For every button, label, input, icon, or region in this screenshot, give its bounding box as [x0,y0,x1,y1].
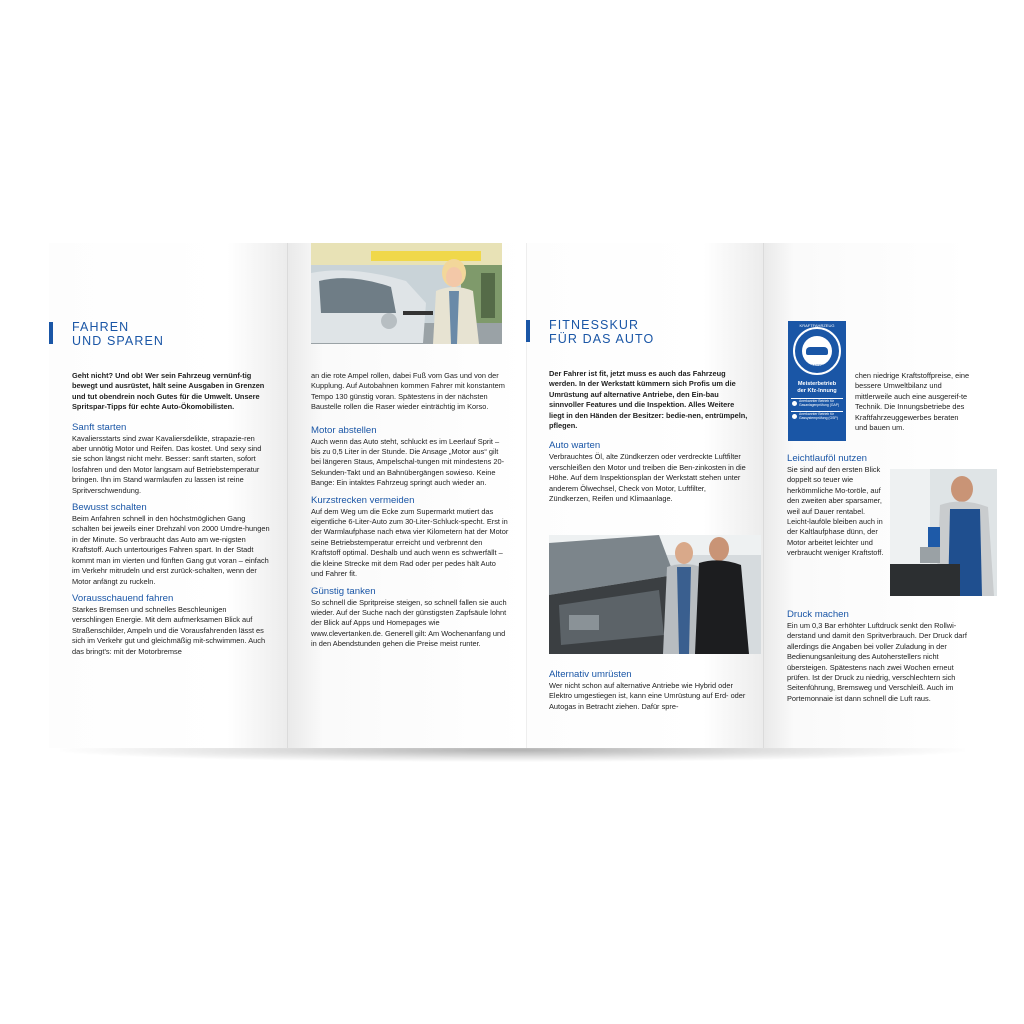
refueling-image [311,243,502,344]
heading-accent-bar [49,322,53,344]
section-title-fahren [72,320,164,348]
section-druck-machen [787,609,972,704]
badge-line: der Kfz-Innung [797,388,837,394]
section-sanft-starten [72,422,270,496]
panel2-body [311,371,509,656]
photo-workshop [549,535,761,654]
section-heading: Leichtlauföl nutzen [787,453,868,464]
photo-mechanic-oil [890,469,997,596]
continuation-text: an die rote Ampel rollen, dabei Fuß vom Gas und von der Kupplung. Auf Autobahnen kommen Fahrer mit konstantem Tempo 130 günstig voran. Spätestens in der nächsten Baustelle rollen die Raser wieder einträchtig im Korso. [311,371,505,412]
section-heading: Günstig tanken [311,585,376,597]
title-line: FITNESSKUR [549,318,640,332]
panel4-continuation [855,371,971,433]
section-text: Auf dem Weg um die Ecke zum Supermarkt mutiert das eigentliche 6-Liter-Auto zum 30-Liter-Schluck-specht. Erst in der Warmlaufphase nach etwa vier Kilometern hat der Motor seine Betriebstemperatur erreicht und verbrennt den Kraftstoff optimal. Deshalb und auch wenn es schwerfällt – die kleine Strecke mit dem Rad oder per pedes hält Auto und Fahrer fit. [311,506,509,579]
title-line: FÜR DAS AUTO [549,332,655,346]
seal-text-bottom: GEWERBE [806,363,828,368]
workshop-image [549,535,761,654]
section-text: Auch wenn das Auto steht, schluckt es im Leerlauf Sprit – bis zu 0,5 Liter in der Stunde. Die Ansage „Motor aus“ gilt bei längeren Staus, Ampelschal-tungen mit mindestens 20-Sekunden-Takt und an Bahnübergängen sowieso. Keine Bange: Ein intaktes Fahrzeug springt auch wieder an. [311,436,505,488]
section-alternativ-umruesten [549,669,754,712]
section-text: Ein um 0,3 Bar erhöhter Luftdruck senkt den Rollwi-derstand und damit den Spritverbrauch. Der Druck darf allerdings die Angaben bei voller Zuladung in der Bedienungsanleitung des Autoherstellers nicht übersteigen. Spätestens nach zwei Wochen erneut prüfen. Ist der Druck zu niedrig, verschlechtern sich Seitenführung, Bremsweg und Verschleiß. Auch im Portemonnaie ist dann schnell die Luft raus. [787,621,967,703]
section-heading: Auto warten [549,440,601,452]
badge-sub-text: Anerkannter Betrieb für Gassystemprüfung (GSP) [799,412,838,421]
seal-text-top: KRAFTFAHRZEUG [799,323,835,328]
gap-icon [792,401,797,406]
section-motor-abstellen [311,425,509,489]
section-kurzstrecken-vermeiden [311,495,509,580]
section-heading: Bewusst schalten [72,502,147,514]
badge-gap [791,398,843,408]
section-text: Starkes Bremsen und schnelles Beschleunigen verschlingen Energie. Mit dem aufmerksamen Blick auf Straßenschilder, Ampeln und die Vorausfahrenden lässt es sich im Verkehr gut und gleichmäßig mit-schwimmen. Auch das bringt's: mit der Motorbremse [72,604,266,656]
kfz-innung-badge [788,321,846,441]
section-text: So schnell die Spritpreise steigen, so schnell fallen sie auch wieder. Auf der Suche nach der günstigsten Zapfsäule lohnt der Blick auf Apps und Homepages wie www.clevertanken.de. Generell gilt: Am Wochenanfang und in den Abendstunden gehen die Preise meist runter. [311,597,507,649]
continuation-text: chen niedrige Kraftstoffpreise, eine bessere Umweltbilanz und mittlerweile auch eine ausgereif-te Technik. Die Innungsbetriebe des Kraftfahrzeuggewerbes beraten und bauen um. [855,371,970,433]
section-heading: Druck machen [787,609,849,620]
section-heading: Kurzstrecken vermeiden [311,494,415,506]
title-line: UND SPAREN [72,334,165,348]
badge-gsp [791,411,843,421]
intro-paragraph: Der Fahrer ist fit, jetzt muss es auch das Fahrzeug werden. In der Werkstatt kümmern sich Profis um die Umrüstung auf alternative Antriebe, den Ein-bau sinnvoller Features und die Inspektion. Alles Weitere liegt in den Händen der Besitzer: bedie-nen, entrümpeln, pflegen. [549,369,748,431]
section-guenstig-tanken [311,586,509,650]
section-heading: Sanft starten [72,421,127,433]
badge-line: Meisterbetrieb [797,381,837,387]
fold-line [526,243,527,748]
badge-title [788,381,846,395]
mechanic-oil-image [890,469,997,596]
fold-line [287,243,288,748]
section-auto-warten [549,440,749,504]
badge-sub-text: Anerkannter Betrieb für Gasanlagenprüfung (GAP) [799,399,840,408]
section-text: Verbrauchtes Öl, alte Zündkerzen oder verdreckte Luftfilter verschleißen den Motor und treiben die Ben-zinkosten in die Höhe. Auf dem Inspektionsplan der Werkstatt stehen unter anderem Ölwechsel, Check von Motor, Luftfilter, Zündkerzen, Reifen und Klimaanlage. [549,452,746,504]
section-text: Sie sind auf den ersten Blick doppelt so teuer wie herkömmliche Mo-toröle, auf den zweiten aber sparsamer, weil auf Dauer rentabel. Leicht-lauföle bleiben auch in der Kaltlaufphase dünn, der Motor arbeitet leichter und verbraucht weniger Kraftstoff. [787,465,884,558]
panel1-body [72,371,270,663]
panel3-body-bottom [549,669,754,718]
fold-line [763,243,764,748]
car-icon [806,347,828,355]
section-heading: Motor abstellen [311,424,377,436]
gsp-icon [792,414,797,419]
section-text: Kavaliersstarts sind zwar Kavaliersdelikte, strapazie-ren aber unnötig Motor und Reifen. Das kostet. Und sexy sind sie schon längst nicht mehr. Besser: sanft starten, sofort losfahren und den Motor langsam auf Betriebstemperatur bringen. Ihn im Stand warmlaufen zu lassen ist reine Spritverschwendung. [72,433,262,495]
title-line: FAHREN [72,320,130,334]
section-leichtlaufoel-nutzen [787,453,887,559]
section-vorausschauend-fahren [72,593,270,657]
section-text: Wer nicht schon auf alternative Antriebe wie Hybrid oder Elektro umgestiegen ist, kann eine Umrüstung auf Erd- oder Autogas in Betracht ziehen. Dafür spre- [549,681,746,711]
section-title-fitnesskur [549,318,654,346]
photo-refueling [311,243,502,344]
intro-paragraph: Geht nicht? Und ob! Wer sein Fahrzeug vernünf-tig bewegt und ausrüstet, hält seine Ausgaben in Grenzen und tut obendrein noch Gutes für die Umwelt. Unsere Spritspar-Tipps für echte Auto-Ökomobilisten. [72,371,265,412]
section-text: Beim Anfahren schnell in den höchstmöglichen Gang schalten bei jeweils einer Drehzahl von 2000 Umdre-hungen in der Minute. So verbraucht das Auto am we-nigsten Kraftstoff. Auch untertouriges Fahren spart. In der Stadt kommt man im vierten und fünften Gang gut voran – einfach im Verkehr mitrudeln und erst zurück-schalten, wenn der Motor anfängt zu ruckeln. [72,514,270,586]
panel4-body-mid [787,453,887,565]
panel3-body-top [549,369,749,510]
section-heading: Alternativ umrüsten [549,669,632,680]
section-bewusst-schalten [72,502,270,587]
panel4-body-bottom [787,609,972,710]
section-heading: Vorausschauend fahren [72,592,174,604]
heading-accent-bar [526,320,530,342]
seal-circle [793,323,841,375]
